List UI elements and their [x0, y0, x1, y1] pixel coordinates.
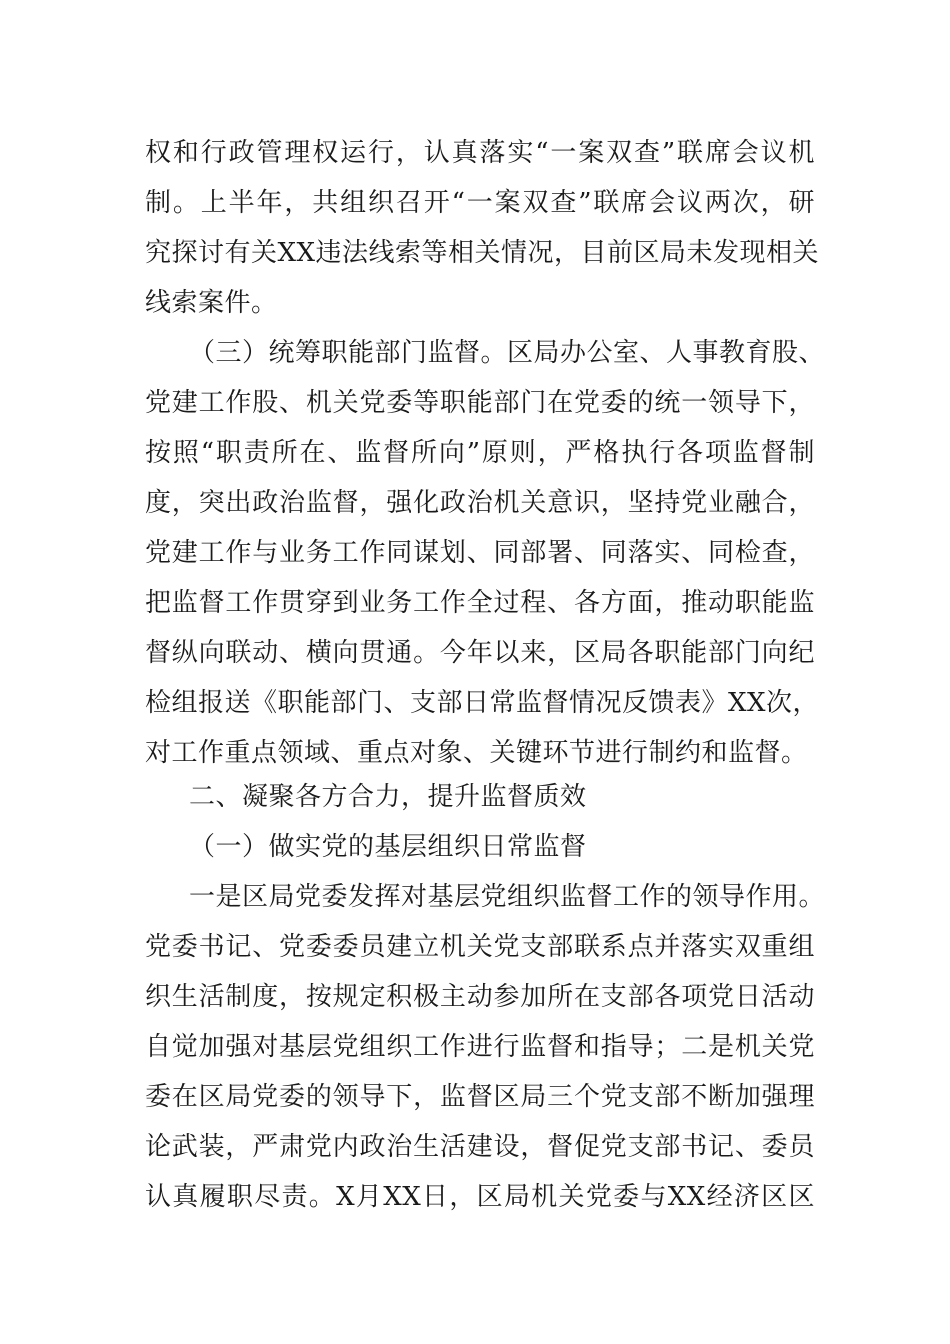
text-line-11: 督纵向联动、横向贯通。今年以来，区局各职能部门向纪 — [145, 638, 815, 668]
text-line-10: 把监督工作贯穿到业务工作全过程、各方面，推动职能监 — [145, 588, 815, 618]
text-line-18: 织生活制度，按规定积极主动参加所在支部各项党日活动 — [145, 982, 815, 1012]
section-heading: 二、凝聚各方合力，提升监督质效 — [189, 782, 587, 812]
subsection-heading: （一）做实党的基层组织日常监督 — [189, 832, 587, 862]
text-line-9: 党建工作与业务工作同谋划、同部署、同落实、同检查， — [145, 538, 815, 568]
text-line-8: 度，突出政治监督，强化政治机关意识，坚持党业融合， — [145, 488, 815, 518]
text-line-7: 按照“职责所在、监督所向”原则，严格执行各项监督制 — [145, 438, 815, 468]
text-line-12: 检组报送《职能部门、支部日常监督情况反馈表》XX次， — [145, 688, 820, 718]
text-line-4: 线索案件。 — [145, 288, 278, 318]
text-line-17: 党委书记、党委委员建立机关党支部联系点并落实双重组 — [145, 932, 815, 962]
text-line-22: 认真履职尽责。X月XX日，区局机关党委与XX经济区区 — [145, 1182, 815, 1212]
text-line-5: （三）统筹职能部门监督。区局办公室、人事教育股、 — [189, 338, 826, 368]
text-line-13: 对工作重点领域、重点对象、关键环节进行制约和监督。 — [145, 738, 808, 768]
text-line-2: 制。上半年，共组织召开“一案双查”联席会议两次，研 — [145, 188, 815, 218]
text-line-3: 究探讨有关XX违法线索等相关情况，目前区局未发现相关 — [145, 238, 820, 268]
text-line-19: 自觉加强对基层党组织工作进行监督和指导；二是机关党 — [145, 1032, 815, 1062]
text-line-1: 权和行政管理权运行，认真落实“一案双查”联席会议机 — [145, 138, 815, 168]
text-line-6: 党建工作股、机关党委等职能部门在党委的统一领导下， — [145, 388, 815, 418]
text-line-20: 委在区局党委的领导下，监督区局三个党支部不断加强理 — [145, 1082, 815, 1112]
text-line-21: 论武装，严肃党内政治生活建设，督促党支部书记、委员 — [145, 1132, 815, 1162]
text-line-16: 一是区局党委发挥对基层党组织监督工作的领导作用。 — [189, 882, 826, 912]
